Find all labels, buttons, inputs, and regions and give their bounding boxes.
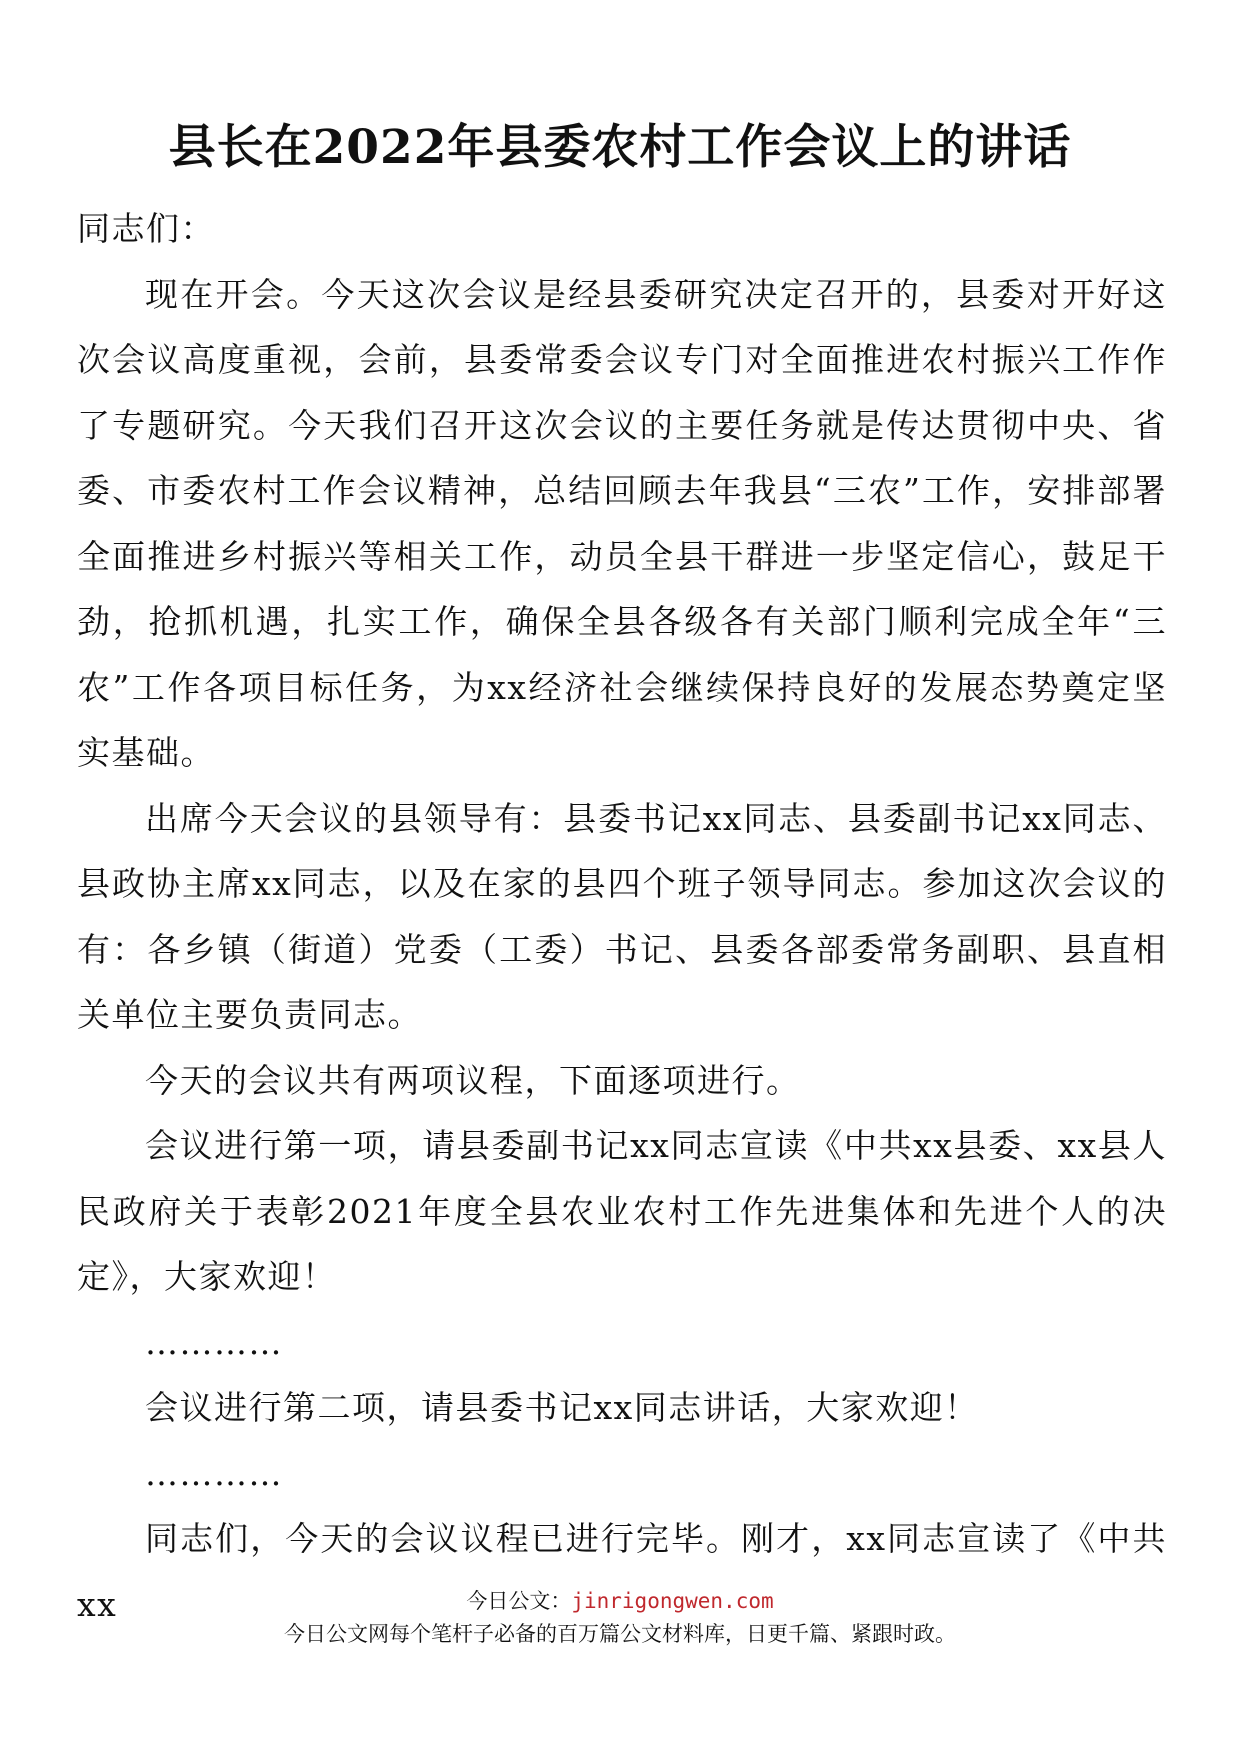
footer-slogan: 今日公文网每个笔杆子必备的百万篇公文材料库，日更千篇、紧跟时政。 (284, 1622, 956, 1646)
ellipsis-one: ………… (145, 1322, 283, 1362)
paragraph-attendees: 出席今天会议的县领导有：县委书记xx同志、县委副书记xx同志、县政协主席xx同志，以及在家的县四个班子领导同志。参加这次会议的有：各乡镇（街道）党委（工委）书记、县委各部委常务副职、县直相关单位主要负责同志。 (77, 798, 1167, 1034)
document-title: 县长在2022年县委农村工作会议上的讲话 (168, 120, 1072, 175)
footer (0, 1585, 1240, 1651)
paragraph-closing: 同志们，今天的会议议程已进行完毕。刚才，xx同志宣读了《中共xx (77, 1519, 1167, 1624)
paragraph-item-one: 会议进行第一项，请县委副书记xx同志宣读《中共xx县委、xx县人民政府关于表彰2021年度全县农业农村工作先进集体和先进个人的决定》，大家欢迎！ (77, 1126, 1167, 1296)
footer-site-link[interactable]: jinrigongwen.com (571, 1589, 774, 1613)
document-body (77, 196, 1167, 1637)
footer-site-line (0, 1585, 1240, 1618)
paragraph-agenda: 今天的会议共有两项议程，下面逐项进行。 (145, 1060, 801, 1100)
salutation: 同志们： (77, 209, 215, 248)
paragraph-opening: 现在开会。今天这次会议是经县委研究决定召开的，县委对开好这次会议高度重视，会前，县委常委会议专门对全面推进农村振兴工作作了专题研究。今天我们召开这次会议的主要任务就是传达贯彻中央、省委、市委农村工作会议精神，总结回顾去年我县“三农”工作，安排部署全面推进乡村振兴等相关工作，动员全县干群进一步坚定信心，鼓足干劲，抢抓机遇，扎实工作，确保全县各级各有关部门顺利完成全年“三农”工作各项目标任务，为xx经济社会继续保持良好的发展态势奠定坚实基础。 (77, 274, 1167, 772)
ellipsis-two: ………… (145, 1453, 283, 1493)
footer-site-label: 今日公文： (466, 1589, 572, 1613)
paragraph-item-two: 会议进行第二项，请县委书记xx同志讲话，大家欢迎！ (145, 1388, 979, 1427)
